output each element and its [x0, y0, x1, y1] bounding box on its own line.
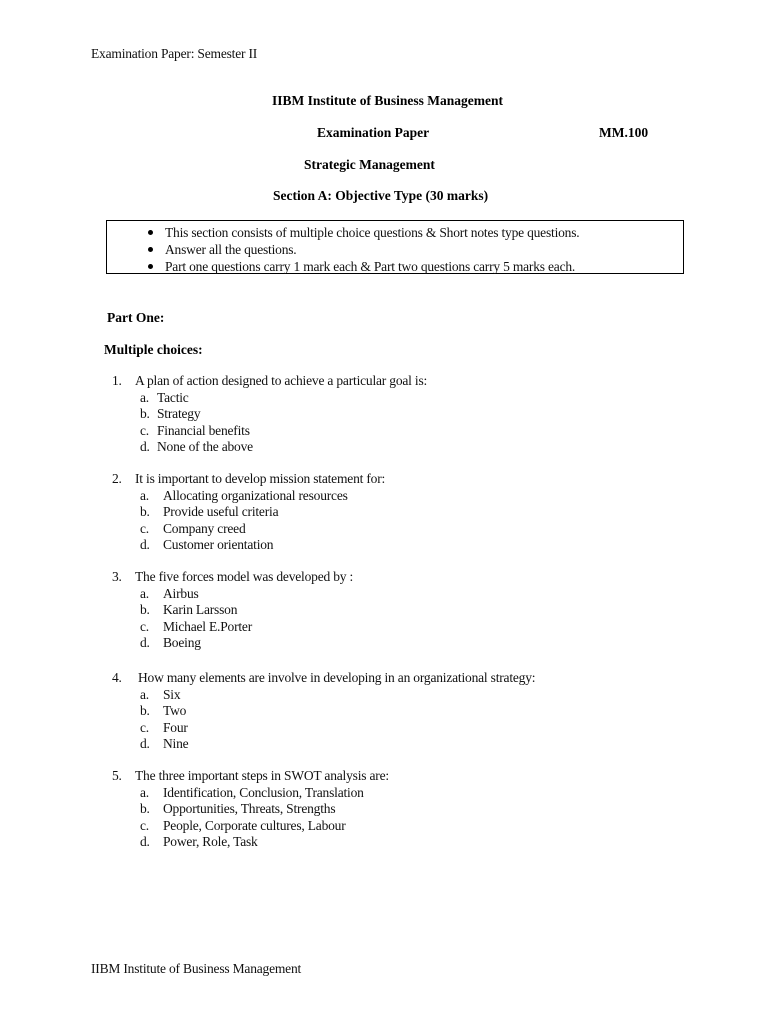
option-text: Airbus — [163, 585, 199, 601]
instruction-text: This section consists of multiple choice questions & Short notes type questions. — [165, 225, 580, 240]
option-letter: b. — [140, 602, 150, 617]
option-text: Opportunities, Threats, Strengths — [163, 801, 336, 816]
question-number: 1. — [112, 373, 122, 388]
instruction-item — [107, 241, 683, 258]
instructions-box — [106, 220, 684, 274]
option-text: Michael E.Porter — [163, 618, 253, 634]
option-text: Financial benefits — [157, 422, 250, 438]
option-letter: d. — [140, 635, 150, 650]
instruction-item — [107, 258, 683, 275]
option-letter: b. — [140, 801, 150, 816]
option-letter: c. — [140, 618, 149, 634]
running-header: Examination Paper: Semester II — [91, 46, 258, 61]
option-text: Customer orientation — [163, 537, 274, 552]
question-text: It is important to develop mission statement for: — [135, 471, 386, 486]
instruction-text: Answer all the questions. — [165, 242, 297, 257]
option-text: Power, Role, Task — [163, 834, 258, 849]
option-letter: d. — [140, 834, 150, 849]
instruction-item — [107, 224, 683, 241]
question-number: 4. — [112, 670, 122, 685]
question-text: The five forces model was developed by : — [135, 569, 354, 584]
option-letter: b. — [140, 504, 150, 519]
option-text: People, Corporate cultures, Labour — [163, 817, 346, 833]
part-title: Part One: — [107, 310, 165, 325]
option-text: Karin Larsson — [163, 602, 238, 617]
option-text: Company creed — [163, 520, 246, 536]
option-text: Provide useful criteria — [163, 504, 279, 519]
option-letter: a. — [140, 585, 149, 601]
option-letter: a. — [140, 784, 149, 800]
option-letter: c. — [140, 422, 149, 438]
option-text: Two — [163, 703, 187, 718]
option-letter: d. — [140, 439, 150, 454]
paper-label: Examination Paper — [317, 125, 430, 140]
bullet-icon — [148, 264, 153, 269]
option-letter: a. — [140, 686, 149, 702]
option-letter: c. — [140, 719, 149, 735]
option-text: Boeing — [163, 635, 201, 650]
option-letter: c. — [140, 520, 149, 536]
option-text: None of the above — [157, 439, 253, 454]
question-text: The three important steps in SWOT analysis are: — [135, 768, 389, 783]
option-text: Strategy — [157, 406, 201, 421]
instruction-text: Part one questions carry 1 mark each & Part two questions carry 5 marks each. — [165, 259, 576, 274]
subject-title: Strategic Management — [304, 157, 435, 172]
question-text: A plan of action designed to achieve a particular goal is: — [135, 373, 428, 388]
option-text: Allocating organizational resources — [163, 487, 348, 503]
option-letter: d. — [140, 736, 150, 751]
question-text: How many elements are involve in developing in an organizational strategy: — [138, 670, 536, 685]
paper-code: MM.100 — [599, 125, 649, 140]
option-text: Four — [163, 719, 188, 735]
option-letter: b. — [140, 703, 150, 718]
option-letter: b. — [140, 406, 150, 421]
option-letter: d. — [140, 537, 150, 552]
question-number: 2. — [112, 471, 122, 486]
instructions-list — [107, 224, 683, 275]
question-number: 3. — [112, 569, 122, 584]
option-letter: c. — [140, 817, 149, 833]
option-text: Tactic — [157, 389, 189, 405]
page-footer: IIBM Institute of Business Management — [91, 961, 302, 976]
option-letter: a. — [140, 487, 149, 503]
section-title: Section A: Objective Type (30 marks) — [273, 188, 489, 203]
option-text: Identification, Conclusion, Translation — [163, 784, 364, 800]
bullet-icon — [148, 230, 153, 235]
institute-title: IIBM Institute of Business Management — [272, 93, 504, 108]
option-text: Six — [163, 686, 181, 702]
question-number: 5. — [112, 768, 122, 783]
option-letter: a. — [140, 389, 149, 405]
option-text: Nine — [163, 736, 189, 751]
bullet-icon — [148, 247, 153, 252]
part-subtitle: Multiple choices: — [104, 342, 203, 357]
